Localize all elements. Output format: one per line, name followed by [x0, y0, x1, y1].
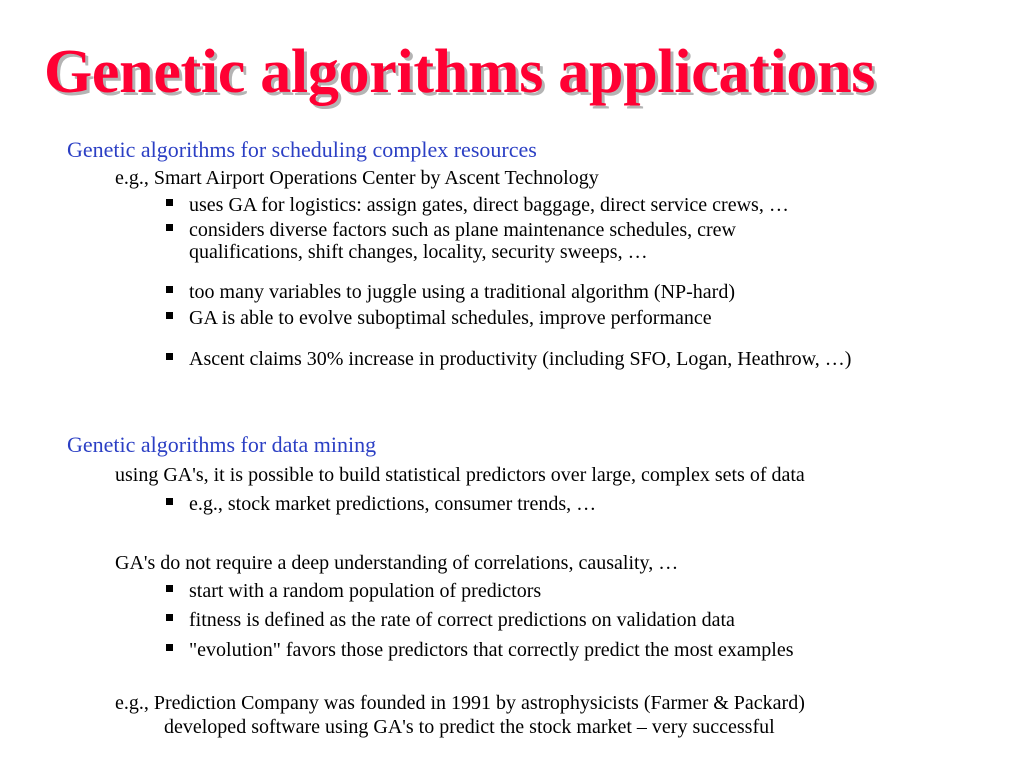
bullet-text: GA is able to evolve suboptimal schedules, improve performance: [189, 307, 712, 329]
square-bullet-icon: [166, 224, 173, 231]
point-line-continuation: developed software using GA's to predict the stock market – very successful: [164, 716, 775, 738]
square-bullet-icon: [166, 312, 173, 319]
square-bullet-icon: [166, 353, 173, 360]
bullet-text: too many variables to juggle using a traditional algorithm (NP-hard): [189, 281, 735, 303]
bullet-text: "evolution" favors those predictors that correctly predict the most examples: [189, 639, 794, 661]
square-bullet-icon: [166, 199, 173, 206]
square-bullet-icon: [166, 614, 173, 621]
bullet-text-line: considers diverse factors such as plane maintenance schedules, crew: [189, 219, 737, 241]
bullet-text: fitness is defined as the rate of correct predictions on validation data: [189, 609, 735, 631]
bullet-text: [189, 219, 736, 263]
square-bullet-icon: [166, 498, 173, 505]
bullet-text: uses GA for logistics: assign gates, direct baggage, direct service crews, …: [189, 194, 789, 216]
bullet-text: e.g., stock market predictions, consumer trends, …: [189, 493, 597, 515]
square-bullet-icon: [166, 585, 173, 592]
section-heading-scheduling: Genetic algorithms for scheduling complex resources: [67, 137, 537, 162]
point-line: using GA's, it is possible to build statistical predictors over large, complex sets of data: [115, 464, 805, 486]
bullet-text: start with a random population of predictors: [189, 580, 542, 602]
square-bullet-icon: [166, 286, 173, 293]
example-line: e.g., Smart Airport Operations Center by Ascent Technology: [115, 167, 599, 189]
slide-title: Genetic algorithms applications: [44, 38, 876, 106]
point-line: e.g., Prediction Company was founded in 1991 by astrophysicists (Farmer & Packard): [115, 692, 805, 714]
bullet-text: Ascent claims 30% increase in productivity (including SFO, Logan, Heathrow, …): [189, 348, 852, 370]
bullet-text-line: qualifications, shift changes, locality, security sweeps, …: [189, 241, 648, 263]
point-line: GA's do not require a deep understanding of correlations, causality, …: [115, 552, 679, 574]
section-heading-data-mining: Genetic algorithms for data mining: [67, 432, 377, 457]
square-bullet-icon: [166, 644, 173, 651]
